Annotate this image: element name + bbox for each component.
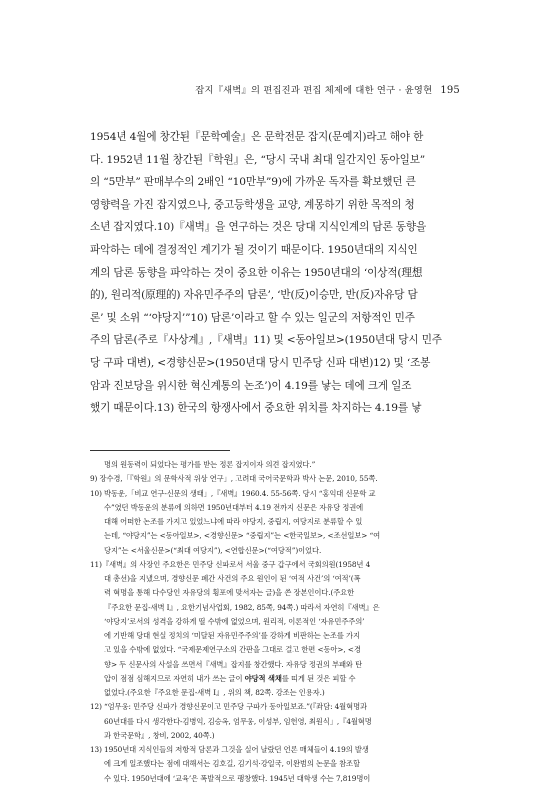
footnote-line: 명의 원동력이 되었다는 평가를 받는 정론 잡지이자 의견 잡지였다.” <box>104 460 316 469</box>
body-paragraph <box>90 126 460 420</box>
body-line: 암과 진보당을 위시한 혁신계통의 논조’)이 4.19를 낳는 데에 크게 일조 <box>90 379 412 392</box>
footnote-separator <box>90 450 230 451</box>
footnote-line: 에 크게 일조했다는 점에 대해서는 김호길, 김기석·강일국, 이완범의 논문을 참조할 <box>104 759 360 769</box>
footnote-line: 는데, “야당지”는 <동아일보>, <경향신문> “중립지”는 <한국일보>, <조선일보> “여 <box>104 531 381 541</box>
footnote-text: 를 띠게 된 것은 피할 수 <box>281 673 356 683</box>
footnote-line: 수 있다. 1950년대에 ‘교육’은 폭발적으로 팽창했다. 1945년 대학생 수는 7,819명이 <box>104 773 371 783</box>
footnote-line: 고 있을 수밖에 없었다. “국제문제연구소의 간판을 그대로 걸고 한편 <동아>, <경 <box>104 645 361 655</box>
body-line: 소년 잡지였다.10)『새벽』을 연구하는 것은 당대 지식인계의 담론 동향을 <box>90 221 427 234</box>
footnote-line: 당지”는 <서울신문>(“최대 여당지”), <연합신문>(“여당적”)이었다. <box>104 545 322 555</box>
page-number: 195 <box>440 85 460 96</box>
footnote-line: 13) 1950년대 지식인들의 저항적 담론과 그것을 실어 날랐던 언론 매체들이 4.19의 발생 <box>90 745 369 754</box>
running-head <box>90 82 460 96</box>
body-line: 的), 원리적(原理的) 자유민주주의 담론’, ‘반(反)이승만, 반(反)자유당 담 <box>90 289 418 302</box>
footnote-line: 력 혁명을 통해 다수당인 자유당의 횡포에 맞서자는 글)을 쓴 장본인이다.(주요한 <box>104 588 355 598</box>
footnote-line <box>90 672 465 686</box>
running-head-title: 잡지『새벽』의 편집진과 편집 체제에 대한 연구 · 윤영현 <box>195 85 433 96</box>
footnote-line: 수”였던 박동운의 분류에 의하면 1950년대부터 4.19 전까지 신문은 자유당 정권에 <box>104 502 364 512</box>
footnote-line: 과 한국문학』, 창비, 2002, 40쪽.) <box>104 730 215 740</box>
body-line: 영향력을 가진 잡지였으나, 중고등학생을 교양, 계몽하기 위한 목적의 청 <box>90 198 415 211</box>
footnotes <box>90 458 465 786</box>
body-line: 주의 담론(주로『사상계』,『새벽』11) 및 <동아일보>(1950년대 당시 민주 <box>90 334 442 347</box>
footnote-line: 대 총선)을 지냈으며, 경향신문 폐간 사건의 주요 원인이 된 ‘여적 사건’의 ‘여적’(폭 <box>104 574 361 583</box>
footnote-line: 60년대를 다시 생각한다-김병익, 김승옥, 엄무웅, 이성부, 임헌영, 최원식」,『4월혁명 <box>104 716 372 726</box>
footnote-line: 에 기반해 당대 현실 정치의 ‘미달된 자유민주주의’를 강하게 비판하는 논조를 가지 <box>104 631 360 640</box>
footnote-line: 대해 어떠한 논조를 가지고 있었느냐에 따라 야당지, 중립지, 여당지로 분류할 수 있 <box>104 517 363 526</box>
footnote-line: 12) “엄무웅: 민주당 신파가 경향신문이고 민주당 구파가 동아일보죠.”(『좌담: 4월혁명과 <box>90 702 367 712</box>
body-line: 의 “5만부” 판매부수의 2배인 “10만부”9)에 가까운 독자를 확보했던 큰 <box>90 176 416 189</box>
body-line: 파악하는 데에 결정적인 계기가 될 것이기 때문이다. 1950년대의 지식인 <box>90 243 418 256</box>
body-line: 당 구파 대변), <경향신문>(1950년대 당시 민주당 신파 대변)12) 및 ‘조봉 <box>90 356 431 369</box>
footnote-line: 없었다.(주요한『주요한 문집-새벽 I』, 위의 책, 82쪽. 강조는 인용자.) <box>104 688 325 697</box>
footnote-text: 압이 점점 심해지므로 자연히 내가 쓰는 글이 <box>104 673 245 683</box>
body-line: 계의 담론 동향을 파악하는 것이 중요한 이유는 1950년대의 ‘이상적(理想 <box>90 266 423 279</box>
body-line: 다. 1952년 11월 창간된『학원』은, “당시 국내 최대 일간지인 동아일보” <box>90 153 426 166</box>
footnote-line: ‘야당지’로서의 성격을 강하게 띨 수밖에 없었으며, 원리적, 이론적인 ‘자유민주주의’ <box>104 616 365 626</box>
footnote-line: 『주요한 문집-새벽 I』, 요한기념사업회, 1982, 85쪽, 94쪽.) 따라서 자연히『새벽』은 <box>104 602 380 612</box>
footnote-line: 10) 박동운,「비교 연구-신문의 생태」,『새벽』1960.4. 55-56쪽. 당시 “홍익대 신문학 교 <box>90 488 376 498</box>
footnote-line: 11)『새벽』의 사장인 주요한은 민주당 신파로서 서울 중구 갑구에서 국회의원(1958년 4 <box>90 559 371 569</box>
footnote-emphasis: 야당적 색채 <box>244 673 282 683</box>
footnote-line: 향> 두 신문사의 사설을 쓰면서『새벽』잡지를 창간했다. 자유당 정권의 부패와 탄 <box>104 659 363 669</box>
body-line: 론’ 및 소위 “‘야당지’”10) 담론’이라고 할 수 있는 일군의 저항적인 민주 <box>90 311 415 324</box>
body-line: 했기 때문이다.13) 한국의 항쟁사에서 중요한 위치를 차지하는 4.19를 낳 <box>90 402 422 415</box>
footnote-line: 9) 장수경,「『학원』의 문학사적 위상 연구」, 고려대 국어국문학과 박사 논문, 2010, 55쪽. <box>90 474 378 484</box>
body-line: 1954년 4월에 창간된『문학예술』은 문학전문 잡지(문예지)라고 해야 한 <box>90 131 424 143</box>
